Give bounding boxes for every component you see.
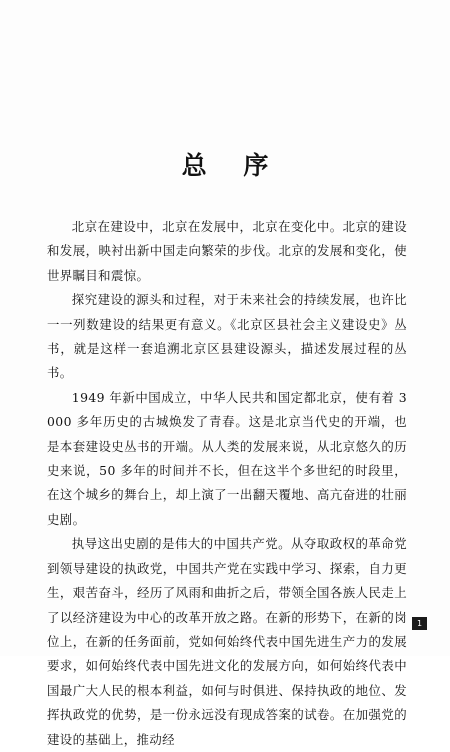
paragraph-2: 探究建设的源头和过程，对于未来社会的持续发展，也许比一一列数建设的结果更有意义。《北京区县社会主义建设史》丛书，就是这样一套追溯北京区县建设源头，描述发展过程的丛书。 (47, 292, 407, 381)
paragraph-3: 1949 年新中国成立，中华人民共和国定都北京，使有着 3000 多年历史的古城焕发了青春。这是北京当代史的开端，也是本套建设史丛书的开端。从人类的发展来说，从北京悠久的历史来说，50 多年的时间并不长，但在这半个多世纪的时段里，在这个城乡的舞台上，却上演了一出翻天覆地、高亢奋进的壮丽史剧。 (47, 389, 407, 527)
paragraph-1: 北京在建设中，北京在发展中，北京在变化中。北京的建设和发展，映衬出新中国走向繁荣的步伐。北京的发展和变化，使世界瞩目和震惊。 (47, 219, 407, 283)
page-number-badge: 1 (412, 617, 427, 630)
body-text (47, 215, 407, 752)
page-title: 总 序 (181, 151, 283, 180)
paragraph-4: 执导这出史剧的是伟大的中国共产党。从夺取政权的革命党到领导建设的执政党，中国共产党在实践中学习、探索，自力更生，艰苦奋斗，经历了风雨和曲折之后，带领全国各族人民走上了以经济建设为中心的改革开放之路。在新的形势下，在新的岗位上，在新的任务面前，党如何始终代表中国先进生产力的发展要求，如何始终代表中国先进文化的发展方向，如何始终代表中国最广大人民的根本利益，如何与时俱进、保持执政的地位、发挥执政党的优势，是一份永远没有现成答案的试卷。在加强党的建设的基础上，推动经 (47, 536, 407, 747)
